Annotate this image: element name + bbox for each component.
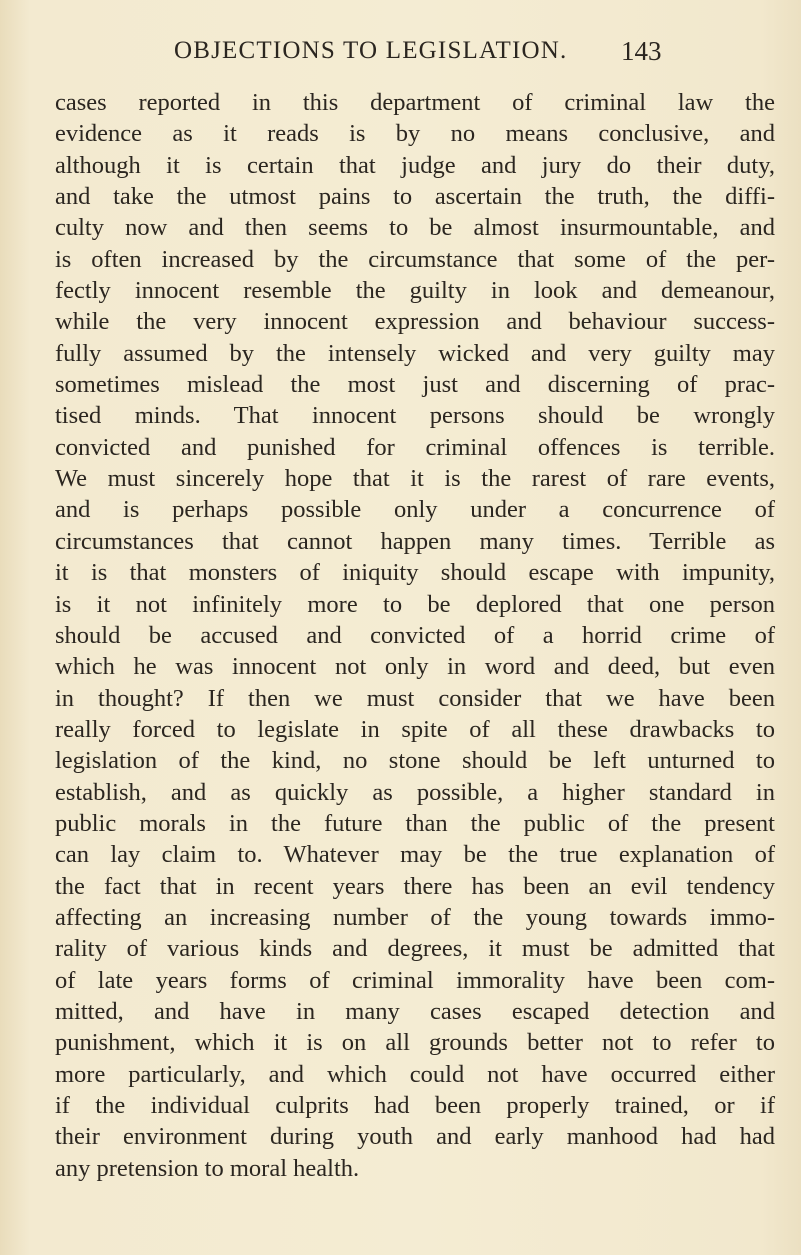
text-line: their environment during youth and early manhood had had [55,1123,775,1151]
page-number: 143 [621,36,662,66]
text-line: sometimes mislead the most just and discerning of prac- [55,371,775,399]
text-line: is it not infinitely more to be deplored that one person [55,590,775,618]
text-line: convicted and punished for criminal offences is terrible. [55,433,775,461]
text-line: fully assumed by the intensely wicked and very guilty may [55,339,775,367]
text-line: can lay claim to. Whatever may be the true explanation of [55,841,775,869]
text-line: in thought? If then we must consider that we have been [55,684,775,712]
text-line: affecting an increasing number of the young towards immo- [55,903,775,931]
text-line: culty now and then seems to be almost insurmountable, and [55,214,775,242]
text-line: rality of various kinds and degrees, it must be admitted that [55,935,775,963]
text-line: of late years forms of criminal immorality have been com- [55,966,775,994]
text-line: establish, and as quickly as possible, a higher standard in [55,778,775,806]
text-line: cases reported in this department of criminal law the [55,89,775,116]
text-line: while the very innocent expression and behaviour success- [55,308,775,336]
text-line: should be accused and convicted of a horrid crime of [55,621,775,649]
text-line: mitted, and have in many cases escaped detection and [55,997,775,1025]
text-line: We must sincerely hope that it is the rarest of rare events, [55,465,775,493]
text-line: public morals in the future than the public of the present [55,809,775,837]
text-line: although it is certain that judge and jury do their duty, [55,151,775,179]
text-line: more particularly, and which could not have occurred either [55,1060,775,1088]
text-line: legislation of the kind, no stone should be left unturned to [55,747,775,775]
text-line: really forced to legislate in spite of all these drawbacks to [55,715,775,743]
text-line: it is that monsters of iniquity should escape with impunity, [55,559,775,587]
text-line: punishment, which it is on all grounds better not to refer to [55,1029,775,1057]
text-line: fectly innocent resemble the guilty in look and demeanour, [55,277,775,305]
text-line: and is perhaps possible only under a concurrence of [55,496,775,524]
text-line: and take the utmost pains to ascertain the truth, the diffi- [55,183,775,211]
text-line: circumstances that cannot happen many times. Terrible as [55,527,775,555]
running-head-title: OBJECTIONS TO LEGISLATION. [174,37,568,64]
text-line: if the individual culprits had been properly trained, or if [55,1092,775,1119]
running-head [0,34,801,74]
text-line: which he was innocent not only in word and deed, but even [55,653,775,681]
text-line: any pretension to moral health. [55,1154,360,1182]
text-line: the fact that in recent years there has been an evil tendency [55,872,775,900]
body-paragraph [55,87,775,1184]
text-line: evidence as it reads is by no means conclusive, and [55,120,775,148]
text-line: tised minds. That innocent persons should be wrongly [55,402,775,430]
text-line: is often increased by the circumstance that some of the per- [55,245,775,273]
